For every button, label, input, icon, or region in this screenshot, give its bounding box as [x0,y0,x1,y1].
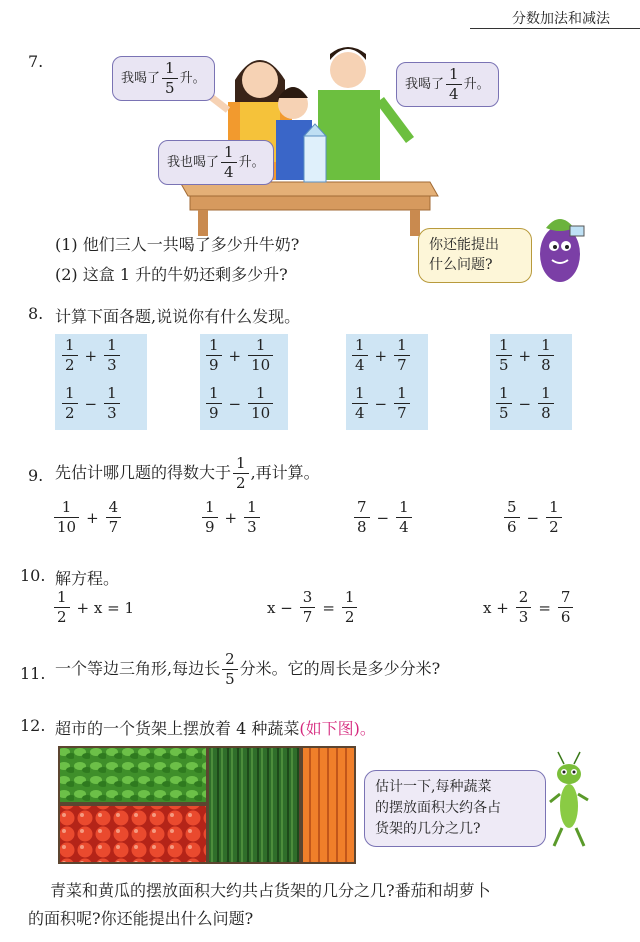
q8-expr-2-diff [204,386,275,421]
speech-text: 升。 [463,77,490,92]
q9-expr-1 [52,500,123,535]
fraction: $\frac{1}{9}$ [206,338,222,373]
fraction: $\frac{1}{5}$ [496,338,512,373]
fraction: $\frac{1}{4}$ [352,386,368,421]
instruction-text: ,再计算。 [250,463,320,482]
fraction: $\frac{1}{3}$ [244,500,260,535]
fraction: $\frac{1}{3}$ [104,386,120,421]
q10-instruction: 解方程。 [55,569,120,588]
q11-number: 11. [20,664,46,683]
question-text: 超市的一个货架上摆放着 4 种蔬菜 [55,719,300,738]
tomato-section [60,806,206,862]
fraction: $\frac{5}{6}$ [504,500,520,535]
minus-operator: − [374,394,388,413]
q8-expr-4-sum [494,338,556,373]
q8-expr-1-sum [60,338,122,373]
operator: + [224,508,238,527]
q7-number: 7. [28,52,44,71]
fraction: $\frac{1}{2}$ [342,590,358,625]
q8-number: 8. [28,304,44,323]
fraction: $\frac{4}{7}$ [106,500,122,535]
fraction: $\frac{1}{9}$ [206,386,222,421]
plus-operator: + [84,346,98,365]
fraction: $\frac{1}{7}$ [394,338,410,373]
q7-subquestion-2: (2) 这盒 1 升的牛奶还剩多少升? [55,265,288,284]
fraction: $\frac{1}{2}$ [54,590,70,625]
equation-left: x − [267,598,293,617]
q8-expr-4-diff [494,386,556,421]
q12-question [55,716,376,739]
greens-section [60,748,206,802]
question-text: 一个等边三角形,每边长 [55,659,221,678]
grasshopper-mascot-icon [546,750,592,850]
operator: − [526,508,540,527]
fraction: $\frac{1}{2}$ [233,456,249,491]
fraction: $\frac{7}{8}$ [354,500,370,535]
prompt-line: 什么问题? [429,257,493,274]
prompt-line: 你还能提出 [429,237,499,253]
plus-operator: + [374,346,388,365]
son-speech-bubble [158,140,274,185]
fraction: $\frac{3}{7}$ [300,590,316,625]
fraction: $\frac{1}{4}$ [396,500,412,535]
fraction: $\frac{2}{5}$ [222,652,238,687]
fraction: $\frac{1}{10}$ [248,338,273,373]
plus-operator: + [228,346,242,365]
fraction: $\frac{1}{9}$ [202,500,218,535]
hint-line: 的摆放面积大约各占 [375,800,501,816]
fraction: $\frac{1}{4}$ [221,145,237,180]
minus-operator: − [84,394,98,413]
q12-bottom-line-1: 青菜和黄瓜的摆放面积大约共占货架的几分之几?番茄和胡萝卜 [50,881,491,900]
q9-expr-3 [352,500,414,535]
q12-number: 12. [20,716,46,735]
fraction: $\frac{1}{2}$ [62,338,78,373]
hint-line: 估计一下,每种蔬菜 [375,779,492,795]
q7-subquestion-1: (1) 他们三人一共喝了多少升牛奶? [55,235,300,254]
q9-expr-4 [502,500,564,535]
fraction: $\frac{1}{7}$ [394,386,410,421]
q9-expr-2 [200,500,262,535]
question-note: (如下图)。 [299,719,376,738]
equals-sign: = [538,598,551,617]
carrot-section [303,748,354,862]
speech-text: 升。 [179,71,206,86]
q12-hint-bubble [364,770,546,847]
q12-bottom-line-2: 的面积呢?你还能提出什么问题? [28,909,254,928]
q8-expr-1-diff [60,386,122,421]
hint-line: 货架的几分之几? [375,821,481,837]
q7-prompt-bubble [418,228,532,283]
speech-text: 我也喝了 [167,155,220,170]
equation-rest: + x = 1 [76,598,134,617]
q10-equation-3 [478,590,575,625]
minus-operator: − [518,394,532,413]
fraction: $\frac{1}{8}$ [538,386,554,421]
q8-expr-3-diff [350,386,412,421]
q8-expr-3-sum [350,338,412,373]
cucumber-section [209,748,299,862]
speech-text: 我喝了 [121,71,161,86]
mother-speech-bubble [112,56,215,101]
fraction: $\frac{7}{6}$ [558,590,574,625]
speech-text: 我喝了 [405,77,445,92]
father-speech-bubble [396,62,499,107]
fraction: $\frac{1}{2}$ [62,386,78,421]
fraction: $\frac{2}{3}$ [516,590,532,625]
fraction: $\frac{1}{8}$ [538,338,554,373]
q10-number: 10. [20,566,46,585]
fraction: $\frac{1}{10}$ [54,500,79,535]
q11-question [55,652,440,687]
instruction-text: 先估计哪几题的得数大于 [55,463,232,482]
chapter-header: 分数加法和减法 [512,11,610,27]
q8-instruction: 计算下面各题,说说你有什么发现。 [55,307,301,326]
minus-operator: − [228,394,242,413]
question-text: 分米。它的周长是多少分米? [239,659,441,678]
eggplant-mascot-icon [532,208,588,286]
fraction: $\frac{1}{2}$ [546,500,562,535]
fraction: $\frac{1}{3}$ [104,338,120,373]
operator: − [376,508,390,527]
fraction: $\frac{1}{5}$ [162,61,178,96]
equals-sign: = [322,598,335,617]
plus-operator: + [518,346,532,365]
q10-equation-1 [52,590,139,625]
q9-instruction [55,456,320,491]
fraction: $\frac{1}{5}$ [496,386,512,421]
equation-left: x + [483,598,509,617]
speech-text: 升。 [238,155,265,170]
operator: + [86,508,99,527]
q10-equation-2 [262,590,359,625]
shelf-vegetables [58,746,356,864]
vegetable-shelf-image [58,746,356,864]
fraction: $\frac{1}{10}$ [248,386,273,421]
q9-number: 9. [28,466,44,485]
q8-expr-2-sum [204,338,275,373]
fraction: $\frac{1}{4}$ [352,338,368,373]
header-rule [470,28,640,29]
fraction: $\frac{1}{4}$ [446,67,462,102]
